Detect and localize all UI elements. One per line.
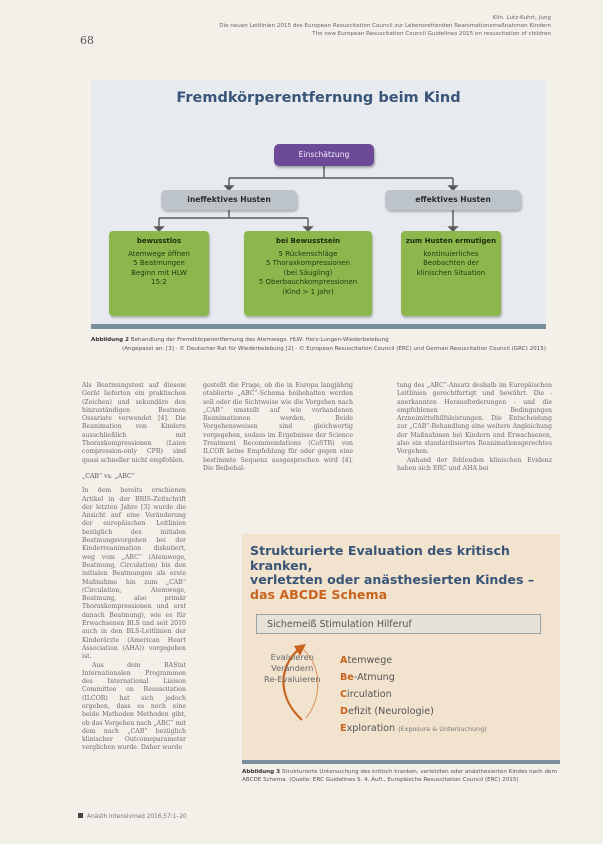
unconscious-box — [109, 231, 209, 316]
box-heading: bewusstlos — [136, 237, 182, 245]
page-footer — [78, 813, 187, 820]
abcde-note: (Exposure & Untersuchung) — [398, 725, 487, 733]
text-column-1 — [82, 382, 186, 753]
assessment-node: Einschätzung — [274, 144, 374, 166]
caption-source: (Angepasst an: [3] · © Deutscher Rat für Wiederbelebung [2] · © European Resuscitation Council (ERC) und German Resuscitation Council (GRC) 2015) — [122, 345, 546, 352]
figure-1-title: Fremdkörperentfernung beim Kind — [176, 90, 461, 106]
box-line: 5 Thoraxkompressionen — [265, 259, 351, 268]
conscious-box — [244, 231, 372, 316]
box-line: kontinuierliches — [423, 249, 479, 258]
abcde-rest: temwege — [347, 655, 393, 666]
figure-1 — [91, 80, 546, 340]
running-head-title-de: Die neuen Leitlinien 2015 des European Resuscitation Council zur Lebensrettenden Reanimationsmaßnahmen Kindern — [219, 23, 551, 30]
box-line: (bei Säugling) — [283, 268, 333, 277]
abcde-item-e — [340, 720, 487, 738]
box-line: Atemwege öffnen — [128, 249, 190, 258]
abcde-item-d — [340, 703, 487, 720]
box-line: klinischen Situation — [416, 268, 486, 277]
paragraph: In dem bereits erschienen Artikel in der BRIS-Zeitschrift der letzten Jahre [3] wurde die Ansicht auf eine Veränderung der europäischen Leitlinien bezüglich des initialen Beatmungsvorgehen bei der Kinderreanimation diskutiert, weg vom „ABC“ (Atemwege, Beatmung, Circulation) bis den initialen Beatmungen als erste Maßnahme hin zum „CAB“ (Circulation, Atemwege, Beatmung, also primär Thoraxkompressionen und erst danach Beatmung), wie es für Erwachsenen BLS und seit 2010 auch in den BLS-Leitlinien der Kinderärzte (American Heart Association (AHA)) vorgegeben ist. — [82, 487, 186, 661]
caption-text: Strukturierte Untersuchung des kritisch kranken, verletzten oder anästhesierten Kindes nach dem — [281, 769, 557, 775]
loop-label: Re-Evaluieren — [264, 674, 321, 684]
title-line-highlight: das ABCDE Schema — [250, 586, 388, 602]
abcde-item-c — [340, 686, 487, 703]
abcde-rest: irculation — [347, 689, 392, 700]
title-line: Strukturierte Evaluation des kritisch kranken, — [250, 543, 510, 573]
box-line: 15:2 — [151, 278, 167, 287]
safety-banner: Sichemeiß Stimulation Hilferuf — [256, 614, 541, 634]
caption-source: ABCDE Schema. (Quelle: ERC Guidelines S. 4. Aufl., Europäische Resuscitation Council (ERC) 2015) — [242, 777, 519, 784]
abcde-rest: xploration — [346, 723, 396, 734]
loop-label: Verändern — [271, 663, 314, 673]
paragraph: gestellt die Frage, ob die in Europa langjährig etablierte „ABC“-Schema beibehalten werden soll oder die Sichtweise wie die Vorgehen nach „CAB“ umstellt auf wie vorhandenen Reanimationen werden. Beide Vorgehensweisen sind gleichwertig vorgegeben, sodass im Ergebnisse der Science Treatment Recommendations (CoSTR) von ILCOR keine Empfehlung für oder gegen eine bestimmte Sequenz ausgesprochen wird [4]. Die Beibehal- — [203, 382, 353, 472]
box-line: Beobachten der — [423, 259, 479, 268]
effective-cough-node: effektives Husten — [385, 190, 521, 210]
page-number: 68 — [80, 34, 94, 47]
ineffective-cough-node: ineffektives Husten — [161, 190, 297, 210]
running-head-title-en: The new European Resuscitation Council Guidelines 2015 on resuscitation of children — [312, 31, 551, 38]
abcde-rest: efizit (Neurologie) — [347, 706, 434, 717]
abcde-letter: Be — [340, 672, 354, 683]
footer-square-icon — [78, 813, 83, 818]
paragraph: Als Beatmungstest auf diesem Gerät lieferten ein praktischen (Zeichen) und sekundäre den hinzuständigen Beatmen Ossariate verwendet [4]. Die Reanimation von Kindern ausschließlich mit Thoraxkompressionen (Laien compression-only CPR) sind quasi schneller nicht empfohlen. — [82, 382, 186, 464]
box-line: Beginn mit HLW — [131, 268, 187, 277]
box-line: 5 Rückenschläge — [278, 249, 338, 258]
abcde-item-a — [340, 652, 487, 669]
abcde-letter: D — [340, 706, 348, 717]
abcde-letter: C — [340, 689, 348, 700]
figure-2-title — [250, 544, 555, 602]
caption-label: Abbildung 3 — [242, 769, 280, 775]
abcde-letter: E — [340, 723, 347, 734]
box-heading: zum Husten ermutigen — [405, 237, 497, 245]
figure-1-caption — [91, 336, 546, 353]
text-column-2 — [203, 382, 353, 473]
paragraph: tung des „ABC“-Ansatz deshalb im Europäischen Leitlinien gerechtfertigt und bewährt. Die - anerkannten Herausforderungen - und die empfohlenen Bedingungen Arzneimittelhilfsleistungen. Die Entscheidung zur „CAB“-Behandlung eine weitere Angleichung der Maßnahmen bei Kindern und Erwachsenen, also ein standardisiertes Reanimationsgerechtes Vorgehen. — [397, 382, 552, 456]
abcde-item-b — [340, 669, 487, 686]
paragraph: Anhand der fehlenden klinischen Evidenz haben sich ERC und AHA bei — [397, 456, 552, 472]
section-heading: „CAB“ vs. „ABC“ — [82, 472, 135, 480]
footer-text: Anästh Intensivmed 2016;57:1–20 — [87, 814, 187, 820]
encourage-cough-box — [401, 231, 501, 316]
running-head-authors: Klin. Lutz-Kuhrt, Jung — [492, 15, 551, 21]
abcde-rest: -Atmung — [353, 672, 395, 683]
figure-2-caption — [242, 768, 560, 785]
box-line: (Kind > 1 Jahr) — [282, 287, 334, 296]
figure-2 — [242, 534, 560, 764]
caption-text: Behandlung der Fremdkörperentfernung des Atemwegs. HLW: Herz-Lungen-Wiederbelebung — [130, 337, 389, 343]
caption-label: Abbildung 2 — [91, 337, 129, 343]
box-heading: bei Bewusstsein — [275, 237, 341, 245]
loop-label: Evaluieren — [270, 652, 314, 662]
title-line: verletzten oder anästhesierten Kindes – — [250, 572, 535, 587]
abcde-list — [340, 652, 487, 738]
abcde-letter: A — [340, 655, 348, 666]
box-line: 5 Beatmungen — [133, 259, 185, 268]
running-head — [91, 14, 551, 39]
paragraph: Aus dem BAStat Internationalen Programmen des International Liaison Committee on Resuscitation (ILCOR) hat sich jedoch ergeben, dass es noch eine beide Methoden Methoden gibt, ob das Vorgehen nach „ABC“ mit dem nach „CAB“ bezüglich klinischer Outcomeparameter verglichen wurde. Daher wurde — [82, 661, 186, 752]
box-line: 5 Oberbauchkompressionen — [258, 278, 358, 287]
evaluate-loop-labels — [264, 652, 321, 685]
text-column-3 — [397, 382, 552, 473]
